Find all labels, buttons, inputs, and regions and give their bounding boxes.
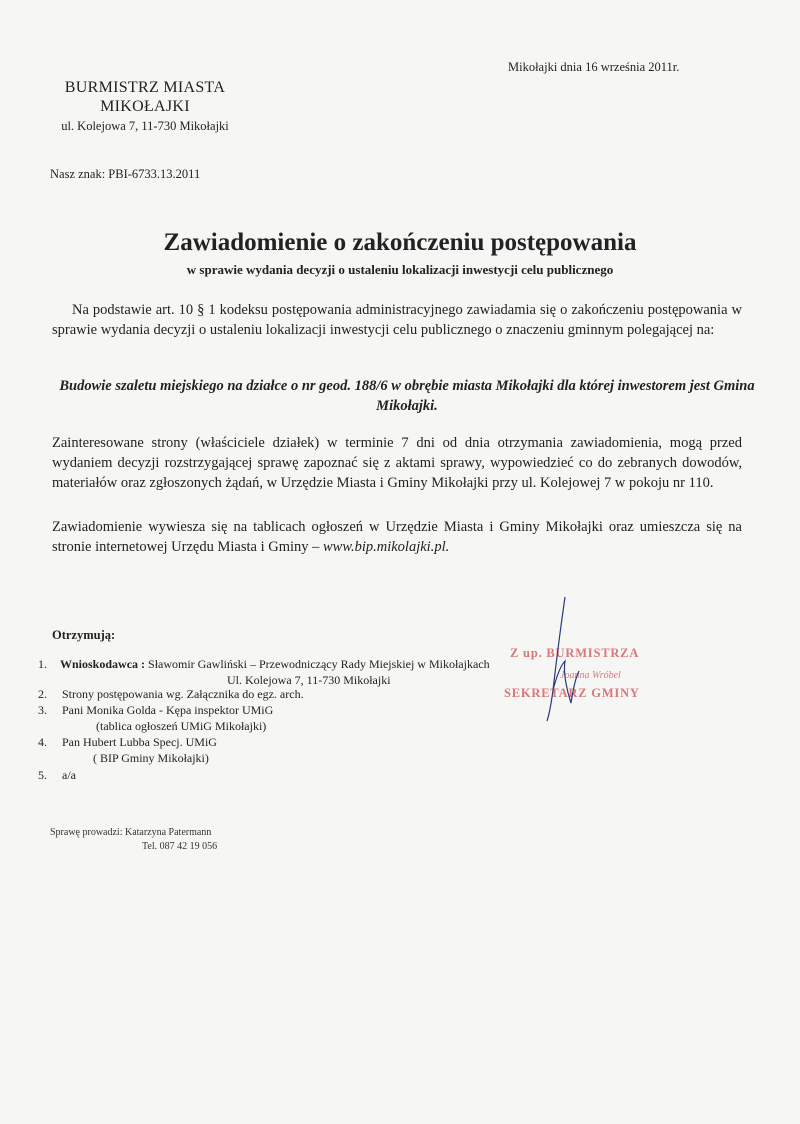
body-paragraph-1: Na podstawie art. 10 § 1 kodeksu postępowania administracyjnego zawiadamia się o zakończeniu postępowania w sprawie wydania decyzji o ustaleniu lokalizacji inwestycji celu publicznego o znaczeniu gminnym polegającej na: xyxy=(52,302,742,338)
stamp-line-2: Joanna Wróbel xyxy=(560,670,621,681)
recipient-text: Pani Monika Golda - Kępa inspektor UMiG xyxy=(62,703,274,717)
issuing-office xyxy=(40,78,250,135)
signature-icon xyxy=(535,595,595,725)
recipient-note: ( BIP Gminy Mikołajki) xyxy=(93,751,209,765)
recipient-item xyxy=(38,702,274,733)
handled-by: Sprawę prowadzi: Katarzyna Patermann xyxy=(50,827,212,838)
recipient-number: 5. xyxy=(38,768,47,782)
recipient-number: 1. xyxy=(38,657,47,671)
place-date: Mikołajki dnia 16 września 2011r. xyxy=(508,60,680,74)
recipient-number: 4. xyxy=(38,735,47,749)
recipient-item xyxy=(38,734,217,765)
contact-phone: Tel. 087 42 19 056 xyxy=(142,841,218,852)
office-town: MIKOŁAJKI xyxy=(100,98,190,115)
recipient-note: (tablica ogłoszeń UMiG Mikołajki) xyxy=(96,719,267,733)
recipient-text: a/a xyxy=(62,768,76,782)
bip-link[interactable]: www.bip.mikolajki.pl. xyxy=(323,539,450,555)
stamp-line-3: SEKRETARZ GMINY xyxy=(504,686,640,700)
paragraph-3-text: Zawiadomienie wywiesza się na tablicach ogłoszeń w Urzędzie Miasta i Gminy Mikołajki oraz umieszcza się na stronie internetowej Urzędu Miasta i Gminy – xyxy=(52,519,742,555)
office-title: BURMISTRZ MIASTA xyxy=(64,79,226,96)
reference-number: Nasz znak: PBI-6733.13.2011 xyxy=(50,167,201,181)
recipient-item xyxy=(38,767,76,783)
recipient-text: Sławomir Gawliński – Przewodniczący Rady Miejskiej w Mikołajkach xyxy=(145,657,490,671)
recipient-number: 2. xyxy=(38,687,47,701)
recipient-label: Wnioskodawca : xyxy=(60,657,146,671)
investment-description: Budowie szaletu miejskiego na działce o nr geod. 188/6 w obrębie miasta Mikołajki dla której inwestorem jest Gmina Mikołajki. xyxy=(59,378,755,414)
document-subtitle: w sprawie wydania decyzji o ustaleniu lokalizacji inwestycji celu publicznego xyxy=(186,262,614,277)
recipient-text: Strony postępowania wg. Załącznika do egz. arch. xyxy=(62,687,304,701)
recipient-text: Pan Hubert Lubba Specj. UMiG xyxy=(62,735,217,749)
body-paragraph-3 xyxy=(52,517,742,557)
recipient-item xyxy=(38,656,490,687)
recipients-heading: Otrzymują: xyxy=(52,628,116,642)
stamp-line-1: Z up. BURMISTRZA xyxy=(510,646,640,660)
recipient-item xyxy=(38,686,304,702)
recipient-number: 3. xyxy=(38,703,47,717)
document-title: Zawiadomienie o zakończeniu postępowania xyxy=(163,229,637,256)
office-address: ul. Kolejowa 7, 11-730 Mikołajki xyxy=(61,119,229,133)
recipient-address: Ul. Kolejowa 7, 11-730 Mikołajki xyxy=(227,673,391,687)
body-paragraph-2: Zainteresowane strony (właściciele działek) w terminie 7 dni od dnia otrzymania zawiadomienia, mogą przed wydaniem decyzji rozstrzygającej sprawę zapoznać się z aktami sprawy, wypowiedzieć co do zebranych dowodów, materiałów oraz zgłoszonych żądań, w Urzędzie Miasta i Gminy Mikołajki przy ul. Kolejowej 7 w pokoju nr 110. xyxy=(52,435,742,491)
